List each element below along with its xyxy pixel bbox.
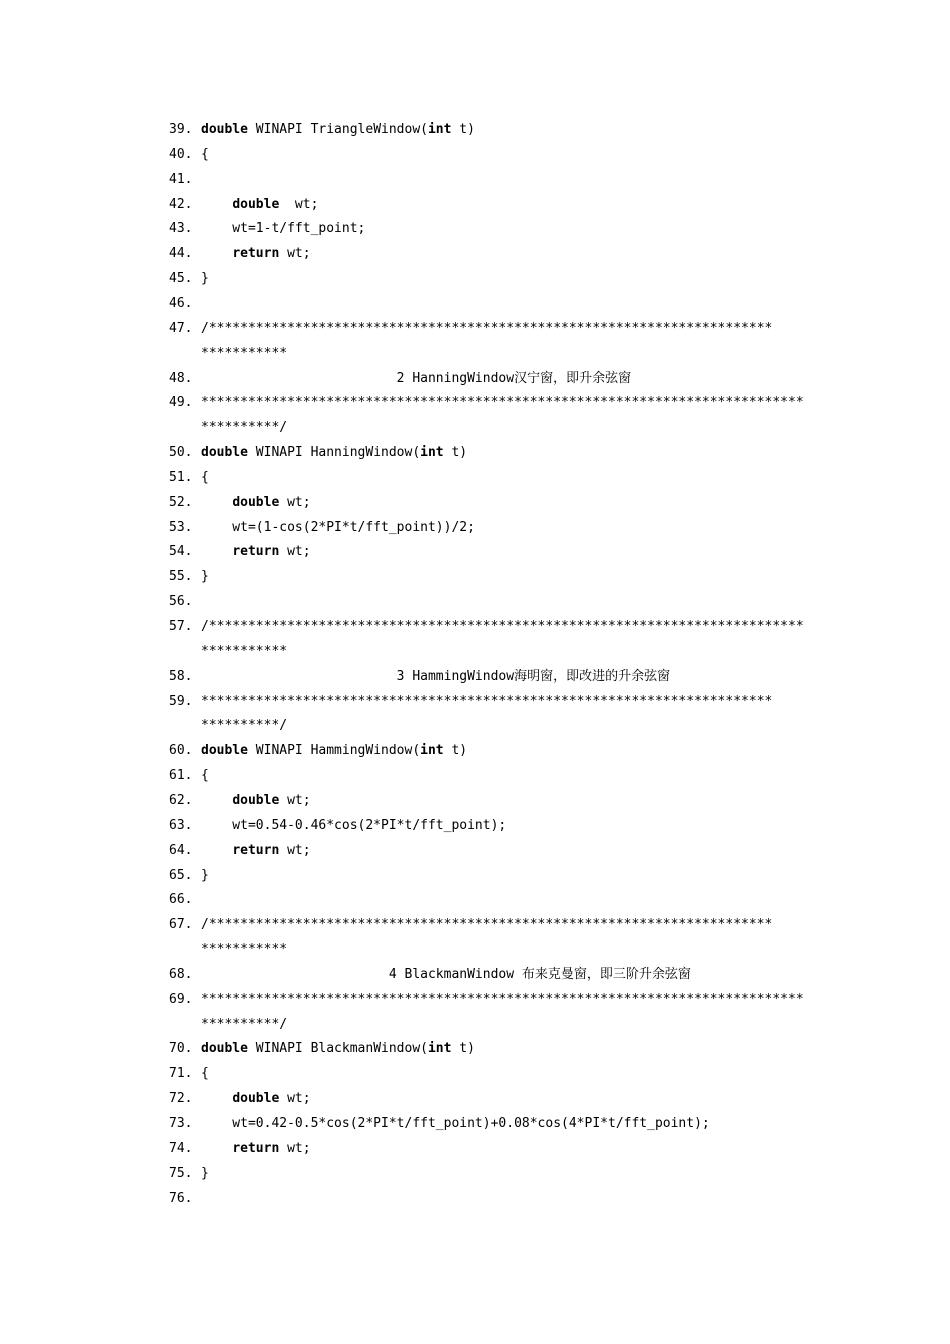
code-line — [169, 964, 691, 986]
code-line — [169, 641, 287, 663]
code-line — [169, 691, 772, 713]
code-text — [201, 495, 232, 510]
code-line — [169, 566, 209, 588]
line-number: 75. — [169, 1166, 193, 1181]
code-text: wt; — [279, 495, 311, 510]
line-number: 49. — [169, 395, 193, 410]
code-text: WINAPI TriangleWindow( — [247, 122, 428, 137]
code-keyword: return — [232, 1141, 280, 1156]
code-text: *********** — [201, 346, 288, 361]
code-line — [169, 218, 365, 240]
line-number: 55. — [169, 569, 193, 584]
code-line — [169, 144, 209, 166]
code-line — [169, 517, 475, 539]
line-number: 54. — [169, 544, 193, 559]
line-number: 40. — [169, 147, 193, 162]
code-keyword: int — [420, 445, 444, 460]
line-number: 57. — [169, 619, 193, 634]
code-keyword: double — [232, 793, 280, 808]
code-keyword: return — [232, 843, 280, 858]
line-number: 42. — [169, 197, 193, 212]
code-text: wt=1-t/fft_point; — [201, 221, 366, 236]
code-text: t) — [443, 743, 468, 758]
code-keyword: double — [201, 1041, 248, 1056]
code-text: *********** — [201, 942, 288, 957]
code-text: { — [201, 470, 209, 485]
code-text — [201, 1141, 232, 1156]
code-line — [169, 616, 804, 638]
code-line — [169, 1088, 311, 1110]
code-line — [169, 815, 506, 837]
code-line — [169, 417, 287, 439]
line-number: 72. — [169, 1091, 193, 1106]
code-line — [169, 889, 201, 911]
code-text: { — [201, 147, 209, 162]
code-text — [201, 793, 232, 808]
code-line — [169, 392, 804, 414]
code-line — [169, 293, 201, 315]
code-comment-text: 海明窗，即改进的升余弦窗 — [514, 669, 671, 684]
code-line — [169, 591, 201, 613]
line-number: 58. — [169, 669, 193, 684]
code-text: /**************************************************************************** — [201, 619, 804, 634]
code-line — [169, 169, 201, 191]
code-text: t) — [443, 445, 468, 460]
line-number: 59. — [169, 694, 193, 709]
line-number: 56. — [169, 594, 193, 609]
line-number: 46. — [169, 296, 193, 311]
code-keyword: int — [420, 743, 444, 758]
code-line — [169, 243, 311, 265]
code-keyword: int — [427, 122, 452, 137]
line-number: 51. — [169, 470, 193, 485]
code-line — [169, 318, 772, 340]
code-line — [169, 119, 475, 141]
line-number: 73. — [169, 1116, 193, 1131]
code-line — [169, 442, 467, 464]
code-keyword: double — [201, 122, 248, 137]
code-line — [169, 790, 311, 812]
code-text: wt; — [279, 544, 311, 559]
code-text — [201, 544, 232, 559]
line-number: 62. — [169, 793, 193, 808]
code-text: } — [201, 569, 209, 584]
code-text: ************************************************************************* — [201, 694, 773, 709]
line-number: 65. — [169, 868, 193, 883]
code-text — [201, 843, 232, 858]
code-text: wt=0.42-0.5*cos(2*PI*t/fft_point)+0.08*cos(4*PI*t/fft_point); — [201, 1116, 710, 1131]
code-line — [169, 1038, 475, 1060]
line-number: 52. — [169, 495, 193, 510]
code-text: { — [201, 768, 209, 783]
code-line — [169, 740, 467, 762]
code-text — [201, 197, 232, 212]
code-text: wt; — [279, 843, 311, 858]
code-text: } — [201, 271, 209, 286]
code-text: ***************************************************************************** — [201, 395, 804, 410]
code-line — [169, 268, 209, 290]
line-number: 47. — [169, 321, 193, 336]
code-text: **********/ — [201, 420, 288, 435]
code-text: { — [201, 1066, 209, 1081]
code-line — [169, 715, 287, 737]
code-line — [169, 914, 772, 936]
code-line — [169, 194, 318, 216]
code-text: wt; — [279, 1141, 311, 1156]
code-keyword: return — [232, 544, 280, 559]
code-text: wt; — [279, 246, 311, 261]
code-keyword: double — [232, 1091, 280, 1106]
code-text: **********/ — [201, 718, 288, 733]
code-comment-text: 汉宁窗，即升余弦窗 — [514, 371, 632, 386]
code-keyword: double — [232, 495, 280, 510]
line-number: 41. — [169, 172, 193, 187]
code-line — [169, 1138, 311, 1160]
line-number: 68. — [169, 967, 193, 982]
code-text: 2 HanningWindow — [201, 371, 515, 386]
line-number: 60. — [169, 743, 193, 758]
line-number: 53. — [169, 520, 193, 535]
line-number: 69. — [169, 992, 193, 1007]
code-text: 3 HammingWindow — [201, 669, 515, 684]
line-number: 39. — [169, 122, 193, 137]
code-line — [169, 939, 287, 961]
code-text: ***************************************************************************** — [201, 992, 804, 1007]
code-text — [201, 246, 232, 261]
code-text: wt=(1-cos(2*PI*t/fft_point))/2; — [201, 520, 475, 535]
code-text: WINAPI BlackmanWindow( — [247, 1041, 428, 1056]
code-line — [169, 1163, 209, 1185]
code-keyword: double — [201, 743, 248, 758]
code-text: wt; — [279, 793, 311, 808]
code-text — [201, 1091, 232, 1106]
code-comment-text: 布来克曼窗，即三阶升余弦窗 — [521, 967, 691, 982]
code-keyword: double — [232, 197, 280, 212]
code-line — [169, 989, 804, 1011]
line-number: 63. — [169, 818, 193, 833]
code-text: **********/ — [201, 1017, 288, 1032]
code-text: wt=0.54-0.46*cos(2*PI*t/fft_point); — [201, 818, 507, 833]
code-keyword: return — [232, 246, 280, 261]
line-number: 43. — [169, 221, 193, 236]
code-line — [169, 1014, 287, 1036]
code-keyword: double — [201, 445, 248, 460]
line-number: 74. — [169, 1141, 193, 1156]
code-text: wt; — [279, 1091, 311, 1106]
line-number: 71. — [169, 1066, 193, 1081]
code-text: *********** — [201, 644, 288, 659]
code-line — [169, 492, 311, 514]
line-number: 64. — [169, 843, 193, 858]
code-line — [169, 368, 631, 390]
code-line — [169, 541, 311, 563]
code-line — [169, 1113, 710, 1135]
code-text: } — [201, 1166, 209, 1181]
code-text: WINAPI HammingWindow( — [247, 743, 421, 758]
code-text: wt; — [279, 197, 319, 212]
code-line — [169, 666, 670, 688]
line-number: 45. — [169, 271, 193, 286]
line-number: 67. — [169, 917, 193, 932]
code-text: } — [201, 868, 209, 883]
line-number: 44. — [169, 246, 193, 261]
code-keyword: int — [427, 1041, 452, 1056]
code-line — [169, 343, 287, 365]
code-text: /************************************************************************ — [201, 917, 773, 932]
code-line — [169, 865, 209, 887]
line-number: 66. — [169, 892, 193, 907]
line-number: 48. — [169, 371, 193, 386]
line-number: 76. — [169, 1191, 193, 1206]
line-number: 50. — [169, 445, 193, 460]
code-text: 4 BlackmanWindow — [201, 967, 522, 982]
line-number: 70. — [169, 1041, 193, 1056]
code-line — [169, 840, 311, 862]
code-text: /************************************************************************ — [201, 321, 773, 336]
code-line — [169, 467, 209, 489]
code-line — [169, 765, 209, 787]
line-number: 61. — [169, 768, 193, 783]
code-text: t) — [451, 122, 475, 137]
code-line — [169, 1063, 209, 1085]
code-text: t) — [451, 1041, 475, 1056]
code-text: WINAPI HanningWindow( — [247, 445, 421, 460]
code-line — [169, 1188, 201, 1210]
